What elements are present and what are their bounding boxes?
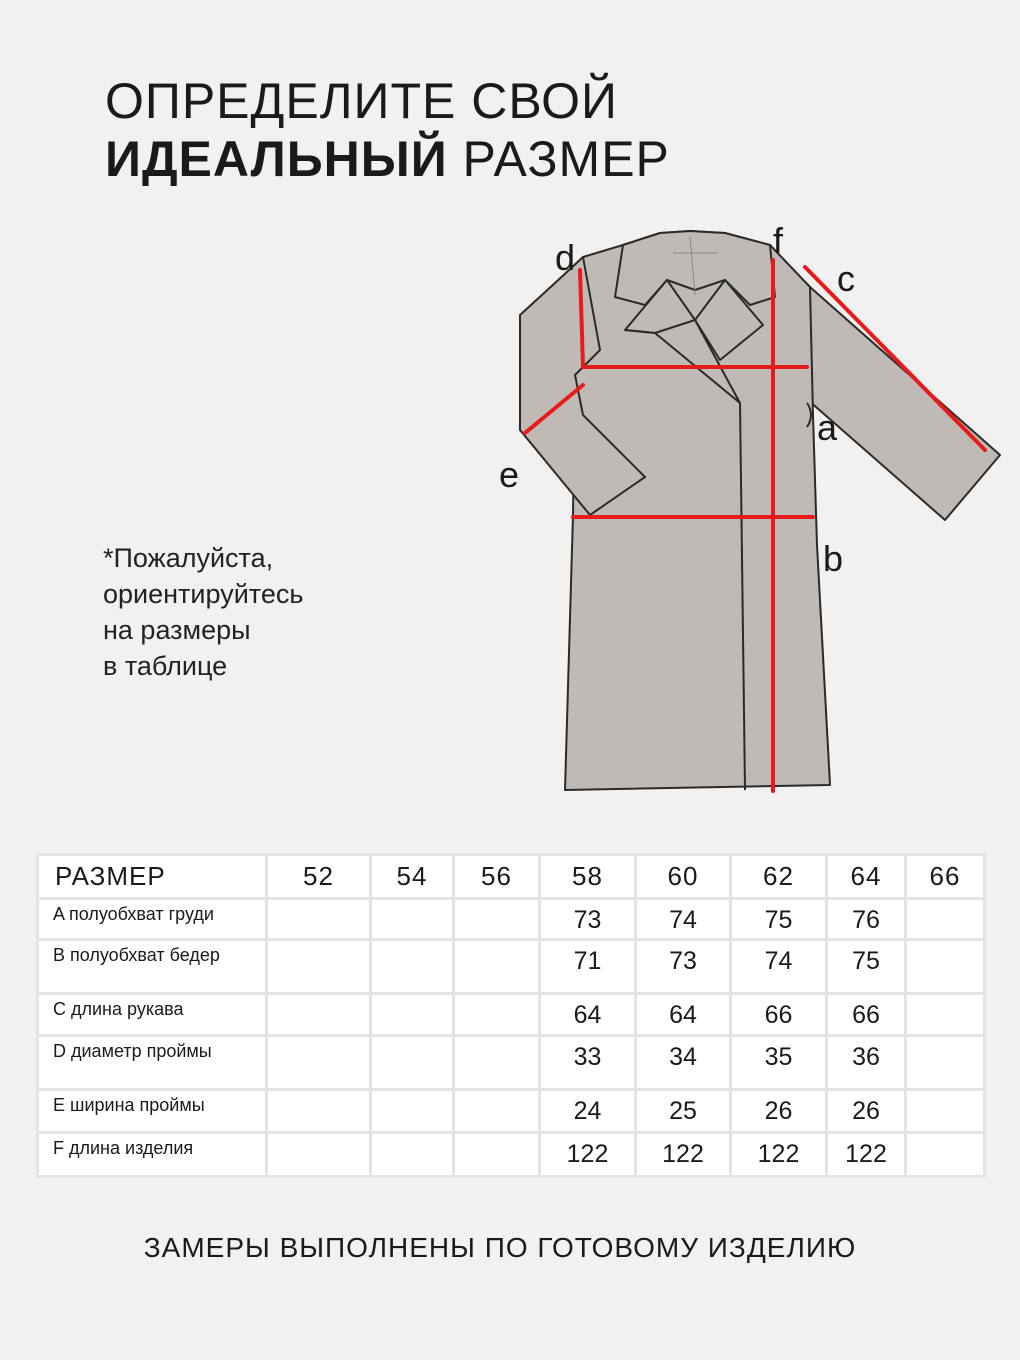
coat-measurement-diagram: [495, 215, 1015, 815]
table-cell: 122: [541, 1134, 634, 1175]
table-cell: 24: [541, 1091, 634, 1132]
table-cell: 75: [828, 941, 904, 992]
table-cell: 33: [541, 1037, 634, 1088]
table-row: [39, 1091, 983, 1132]
note-line: на размеры: [103, 615, 251, 645]
table-cell: [372, 1037, 452, 1088]
table-cell: [372, 995, 452, 1034]
header-cell: 52: [268, 856, 369, 897]
table-cell: 74: [637, 900, 729, 939]
table-cell: [455, 995, 538, 1034]
label-b: b: [823, 538, 844, 579]
table-cell: [455, 941, 538, 992]
label-f: f: [773, 220, 784, 261]
table-header-row: [39, 856, 983, 897]
note-line: ориентируйтесь: [103, 579, 304, 609]
row-label: E ширина проймы: [39, 1091, 265, 1132]
page-title: [105, 72, 670, 188]
row-label: B полуобхват бедер: [39, 941, 265, 992]
header-cell: 66: [907, 856, 983, 897]
header-cell: 64: [828, 856, 904, 897]
table-row: [39, 1037, 983, 1088]
table-cell: [268, 941, 369, 992]
table-cell: 75: [732, 900, 825, 939]
table-cell: [372, 1091, 452, 1132]
table-cell: [372, 900, 452, 939]
table-cell: [907, 1134, 983, 1175]
measurement-footnote: ЗАМЕРЫ ВЫПОЛНЕНЫ ПО ГОТОВОМУ ИЗДЕЛИЮ: [143, 1232, 857, 1263]
title-line-1: ОПРЕДЕЛИТЕ СВОЙ: [105, 73, 618, 129]
table-cell: 66: [828, 995, 904, 1034]
table-cell: 73: [541, 900, 634, 939]
note-line: *Пожалуйста,: [103, 543, 274, 573]
table-cell: 26: [828, 1091, 904, 1132]
table-row: [39, 900, 983, 939]
table-cell: 35: [732, 1037, 825, 1088]
table-cell: [907, 941, 983, 992]
table-cell: [268, 1037, 369, 1088]
table-cell: [268, 995, 369, 1034]
table-cell: 66: [732, 995, 825, 1034]
table-cell: 64: [541, 995, 634, 1034]
table-cell: 36: [828, 1037, 904, 1088]
title-line-2: [105, 130, 670, 188]
table-cell: [907, 995, 983, 1034]
header-cell: 60: [637, 856, 729, 897]
table-cell: [268, 1134, 369, 1175]
table-row: [39, 1134, 983, 1175]
table-cell: 122: [637, 1134, 729, 1175]
row-label: D диаметр проймы: [39, 1037, 265, 1088]
header-cell: 54: [372, 856, 452, 897]
header-cell: РАЗМЕР: [39, 856, 265, 897]
table-cell: 71: [541, 941, 634, 992]
label-d: d: [555, 237, 576, 278]
table-cell: 25: [637, 1091, 729, 1132]
row-label: C длина рукава: [39, 995, 265, 1034]
table-cell: [268, 900, 369, 939]
header-cell: 56: [455, 856, 538, 897]
label-e: e: [499, 454, 520, 495]
table-cell: [455, 900, 538, 939]
table-cell: [907, 1037, 983, 1088]
title-line-2-rest: РАЗМЕР: [447, 131, 670, 187]
table-cell: 122: [732, 1134, 825, 1175]
size-table: [36, 853, 986, 1178]
header-cell: 62: [732, 856, 825, 897]
table-cell: [455, 1091, 538, 1132]
note-line: в таблице: [103, 651, 228, 681]
table-cell: 73: [637, 941, 729, 992]
table-cell: 76: [828, 900, 904, 939]
table-cell: 122: [828, 1134, 904, 1175]
table-cell: 64: [637, 995, 729, 1034]
table-cell: [372, 941, 452, 992]
table-cell: [907, 1091, 983, 1132]
size-note: [103, 540, 303, 684]
table-cell: 74: [732, 941, 825, 992]
label-a: a: [817, 407, 838, 448]
title-emphasis: ИДЕАЛЬНЫЙ: [105, 131, 448, 187]
table-cell: [455, 1134, 538, 1175]
coat-illustration: [495, 215, 1015, 815]
label-c: c: [837, 258, 855, 299]
table-row: [39, 941, 983, 992]
table-cell: 26: [732, 1091, 825, 1132]
row-label: F длина изделия: [39, 1134, 265, 1175]
table-cell: [907, 900, 983, 939]
table-cell: [268, 1091, 369, 1132]
header-cell: 58: [541, 856, 634, 897]
table-cell: [372, 1134, 452, 1175]
table-cell: [455, 1037, 538, 1088]
row-label: A полуобхват груди: [39, 900, 265, 939]
table-row: [39, 995, 983, 1034]
table-cell: 34: [637, 1037, 729, 1088]
